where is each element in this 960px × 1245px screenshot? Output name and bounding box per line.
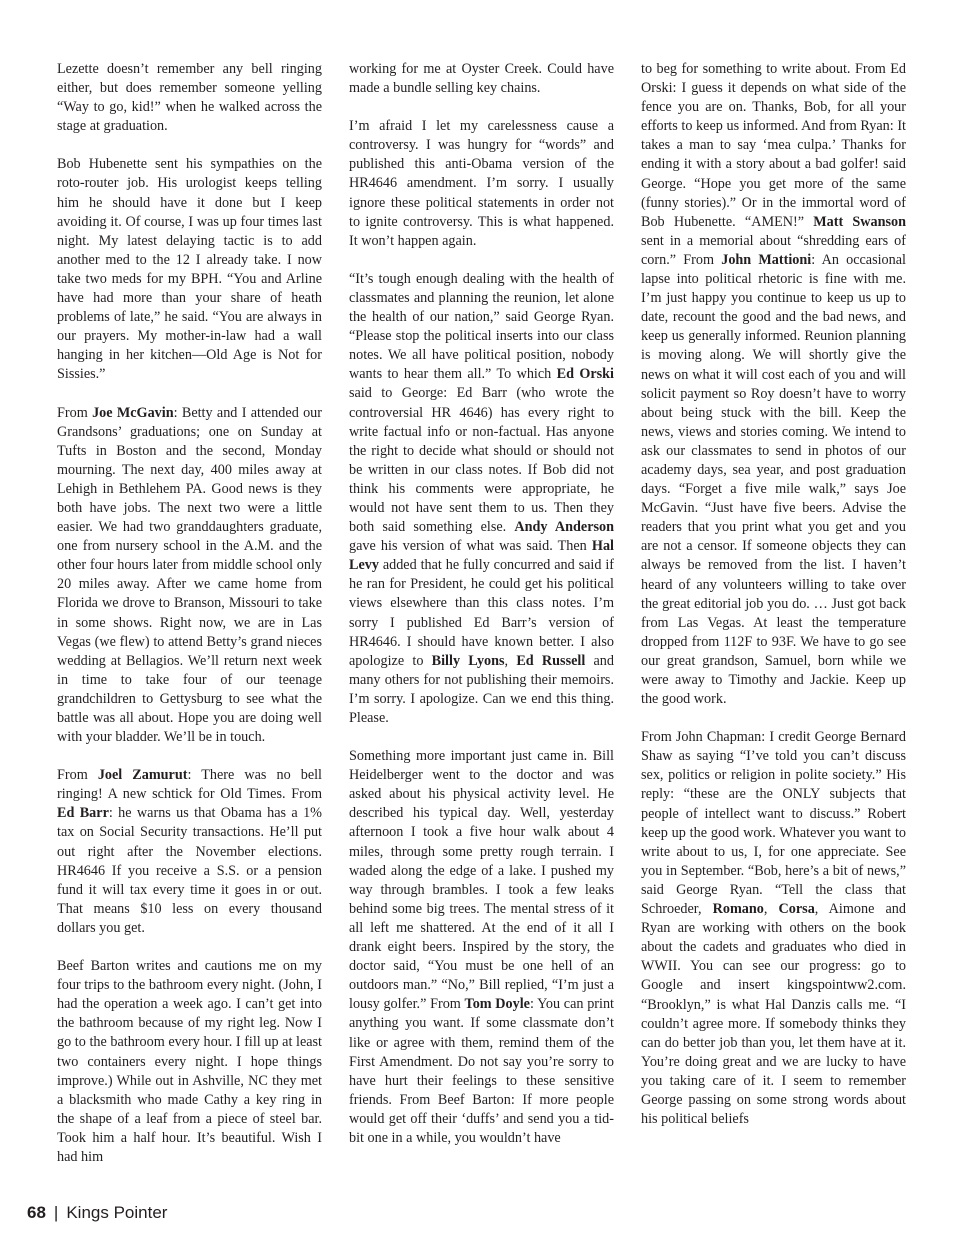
paragraph: Lezette doesn’t remember any bell ringing either, but does remember someone yelling “Way to go, kid!” when he walked across the stage at graduation. [57, 61, 322, 135]
classmate-name: Ed Orski [556, 366, 615, 383]
paragraph: working for me at Oyster Creek. Could have made a bundle selling key chains. [349, 61, 614, 97]
paragraph: Beef Barton writes and cautions me on my four trips to the bathroom every night. (John, I had the operation a week ago. I can’t get into the bathroom because of my right leg. Now I go to the bathroom every hour. I fill up at least two containers every night. I hope things improve.) While out in Ashville, NC they met a blacksmith who made Cathy a key ring in the shape of a leaf from a piece of steel bar. Took him a half hour. It’s beautiful. Wish I had him [57, 958, 322, 1165]
magazine-title: Kings Pointer [66, 1203, 168, 1222]
classmate-name: Andy Anderson [514, 519, 615, 536]
paragraph: “It’s tough enough dealing with the health of classmates and planning the reunion, let alone the health of our nation,” said George Ryan. “Please stop the political inserts into our class notes. We all have political position, nobody wants to hear them all.” To which Ed Orski said to George: Ed Barr (who wrote the controversial HR 4646) has every right to write factual info or non-factual. Has anyone the right to decide what should or should not be written in our class notes. If Bob did not think his comments were appropriate, he would not have sent them to us. Then they both said something else. Andy Anderson gave his version of what was said. Then Hal Levy added that he fully concurred and said if he ran for President, he could get his political views elsewhere than this class notes. I’m sorry I published Ed Barr’s version of HR4646. I should have known better. I also apologize to Billy Lyons, Ed Russell and many others for not publishing their memoirs. I’m sorry. I apologize. Can we end this thing. Please. [349, 270, 615, 726]
column-middle [349, 60, 614, 1148]
classmate-name: Matt Swanson [813, 213, 907, 230]
classmate-name: Billy Lyons [431, 652, 505, 669]
paragraph: From Joel Zamurut: There was no bell ringing! A new schtick for Old Times. From Ed Barr: he warns us that Obama has a 1% tax on Social Security transactions. He’ll put out right after the November elections. HR4646 If you receive a S.S. or a pension fund it will tax every time it goes in or out. That means $10 less on every thousand dollars you get. [57, 767, 323, 936]
paragraph: to beg for something to write about. From Ed Orski: I guess it depends on what side of the fence you are on. Thanks, Bob, for all your efforts to keep us informed. And from Ryan: It takes a man to say ‘mea culpa.’ Thanks for ending it with a story about a bad golfer! said George. “Hope you get more of the same (funny stories).” Or in the immortal word of Bob Hubenette. “AMEN!” Matt Swanson sent in a memorial about “shredding ears of corn.” From John Mattioni: An occasional lapse into political rhetoric is fine with me. I’m just happy you continue to keep us up to date, recount the good and the bad news, and keep us generally informed. Reunion planning is moving along. We will shortly give the news on what it will cost each of you and will solicit payment so Roy doesn’t have to worry about being stuck with the bill. Keep the news, views and stories coming. We intend to ask our classmates to send in photos of our academy days, sea year, and post graduation days. “Forget a five mile walk,” says Joe McGavin. “Just have five beers. Advise the readers that you print what you get and you are not a censor. If someone objects they can always be removed from the list. I haven’t heard of any volunteers willing to take over the great editorial job you do. … Just got back from Las Vegas. At least the temperature dropped from 112F to 93F. We have to go see our great grandson, Samuel, born while we were away to Timothy and Jackie. Keep up the good work. [641, 61, 907, 708]
classmate-name: Ed Barr [57, 805, 109, 822]
classmate-name: Romano [712, 901, 764, 918]
page-number: 68 [27, 1203, 46, 1222]
paragraph: From John Chapman: I credit George Bernard Shaw as saying “I’ve told you can’t discuss sex, politics or religion in polite society.” His reply: “these are the ONLY subjects that people of intellect want to discuss.” Robert keep up the good work. Whatever you want to write about to us, I, for one appreciate. See you in September. “Bob, here’s a bit of news,” said George Ryan. “Tell the class that Schroeder, Romano, Corsa, Aimone and Ryan are working with others on the book about the cadets and graduates who died in WWII. You can see our progress: go to Google and insert kingspointww2.com. “Brooklyn,” is what Hal Danzis calls me. “I couldn’t agree more. If somebody thinks they can do better job than you, let them have at it. You’re doing great and we are lucky to have you taking care of it. I seem to remember George passing on some strong words about his political beliefs [641, 729, 906, 1128]
paragraph: Bob Hubenette sent his sympathies on the roto-router job. His urologist keeps telling him he should have it done but I keep avoiding it. Of course, I was up four times last night. My latest delaying tactic is to add another med to the 12 I already take. I now take two meds for my BPH. “You and Arline have had more than your share of heath problems of late,” he said. “You are always in our prayers. My mother-in-law had a wall hanging in her kitchen—Old Age is Not for Sissies.” [57, 156, 322, 383]
footer-separator: | [53, 1203, 59, 1222]
classmate-name: John Mattioni [721, 251, 812, 268]
classmate-name: Ed Russell [516, 652, 586, 669]
page-footer [27, 1203, 167, 1223]
paragraph: I’m afraid I let my carelessness cause a controversy. I was hungry for “words” and published this anti-Obama version of the HR4646 amendment. I’m sorry. I usually ignore these political statements in order not to ignite controversy. This is what happened. It won’t happen again. [349, 118, 614, 249]
classmate-name: Joel Zamurut [97, 767, 188, 784]
paragraph: Something more important just came in. Bill Heidelberger went to the doctor and was asked about his physical activity level. He described his typical day. Well, yesterday afternoon I took a five hour walk about 4 miles, through some pretty rough terrain. I waded along the edge of a lake. I pushed my way through brambles. I took a few leaks behind some big trees. The mental stress of it all left me shattered. At the end of it all I drank eight beers. Inspired by the story, the doctor said, “You must be one hell of an outdoors man.” “No,” Bill replied, “I’m just a lousy golfer.” From Tom Doyle: You can print anything you want. If some classmate don’t like or agree with them, remind them of the First Amendment. Do not say you’re sorry to have hurt their feelings to these sensitive friends. From Beef Barton: If more people would get off their ‘duffs’ and send you a tid-bit one in a while, you wouldn’t have [349, 748, 614, 1146]
column-right [641, 60, 906, 1129]
classmate-name: Tom Doyle [464, 996, 530, 1013]
paragraph: From Joe McGavin: Betty and I attended our Grandsons’ graduations; one on Sunday at Tufts in Boston and the second, Monday mourning. The next day, 400 miles away at Lehigh in Bethlehem PA. Good news is they both have jobs. The next two were a little easier. We had two granddaughters graduate, one from nursery school in the A.M. and the other four hours later from middle school only 20 miles away. After we came home from Florida we drove to Branson, Missouri to take in some shows. Right now, we are in Las Vegas (we flew) to attend Betty’s grand nieces wedding at Bellagios. We’ll return next week in time to take four of our teenage grandchildren to Gettysburg to see what the battle was all about. Hope you are doing well with your bladder. We’ll be in touch. [57, 404, 323, 746]
column-left [57, 60, 322, 1167]
classmate-name: Joe McGavin [92, 404, 174, 421]
classmate-name: Corsa [778, 901, 815, 918]
classmate-name: Hal Levy [349, 538, 614, 574]
